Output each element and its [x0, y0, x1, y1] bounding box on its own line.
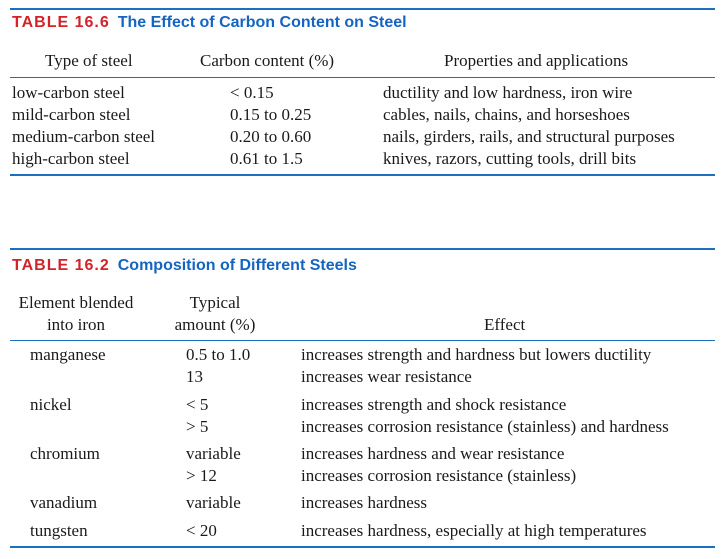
table1-cell: low-carbon steel — [12, 83, 125, 102]
table2-cell: > 5 — [186, 417, 209, 436]
table2-cell: increases wear resistance — [301, 367, 472, 386]
table1-top-rule — [10, 8, 715, 10]
table1-header-rule — [10, 77, 715, 78]
table2-cell: increases corrosion resistance (stainless) and hardness — [301, 417, 669, 436]
table2-header-effect: Effect — [484, 315, 526, 334]
table1-cell: 0.61 to 1.5 — [230, 149, 303, 168]
table2-cell: nickel — [30, 395, 72, 414]
table2-header-amount — [160, 292, 270, 336]
table1-cell: nails, girders, rails, and structural purposes — [383, 127, 675, 146]
table2-cell: increases corrosion resistance (stainless) — [301, 466, 577, 485]
table2-cell: 13 — [186, 367, 203, 386]
table2-cell: 0.5 to 1.0 — [186, 345, 251, 364]
table2-cell: variable — [186, 444, 241, 463]
table1-cell: high-carbon steel — [12, 149, 130, 168]
table2-header-element-line2: into iron — [46, 315, 106, 334]
table2-cell: increases strength and shock resistance — [301, 395, 567, 414]
table2-cell: increases hardness, especially at high temperatures — [301, 521, 647, 540]
table2-header-rule — [10, 340, 715, 341]
table2-cell: vanadium — [30, 493, 98, 512]
table2-cell: increases hardness and wear resistance — [301, 444, 565, 463]
table2-cell: > 12 — [186, 466, 217, 485]
table2-cell: tungsten — [30, 521, 88, 540]
table2-caption — [12, 257, 357, 275]
table1-cell: 0.15 to 0.25 — [230, 105, 312, 124]
table2-header-amount-line2: amount (%) — [174, 315, 256, 334]
table2-cell: manganese — [30, 345, 106, 364]
table1-cell: cables, nails, chains, and horseshoes — [383, 105, 630, 124]
table1-cell: ductility and low hardness, iron wire — [383, 83, 633, 102]
table2-cell: increases hardness — [301, 493, 428, 512]
table2-cell: < 20 — [186, 521, 217, 540]
table1-caption — [12, 14, 407, 32]
table2-bottom-rule — [10, 546, 715, 548]
table2-label: TABLE 16.2 — [12, 257, 110, 274]
table2-cell: increases strength and hardness but lowers ductility — [301, 345, 652, 364]
table1-bottom-rule — [10, 174, 715, 176]
table1-cell: knives, razors, cutting tools, drill bits — [383, 149, 637, 168]
table2-cell: < 5 — [186, 395, 209, 414]
table1-cell: < 0.15 — [230, 83, 274, 102]
table1-cell: 0.20 to 0.60 — [230, 127, 312, 146]
table1-header-properties: Properties and applications — [444, 51, 629, 70]
table2-cell: variable — [186, 493, 241, 512]
table1-label: TABLE 16.6 — [12, 14, 110, 31]
table2-top-rule — [10, 248, 715, 250]
table2-header-amount-line1: Typical — [189, 293, 241, 312]
table1-header-carbon: Carbon content (%) — [200, 51, 335, 70]
table1-cell: mild-carbon steel — [12, 105, 131, 124]
table1-title: The Effect of Carbon Content on Steel — [117, 14, 407, 31]
table1-header-type: Type of steel — [45, 51, 133, 70]
table2-title: Composition of Different Steels — [117, 257, 357, 274]
table1-cell: medium-carbon steel — [12, 127, 156, 146]
table2-header-element — [10, 292, 142, 336]
table2-cell: chromium — [30, 444, 100, 463]
table2-header-element-line1: Element blended — [18, 293, 134, 312]
